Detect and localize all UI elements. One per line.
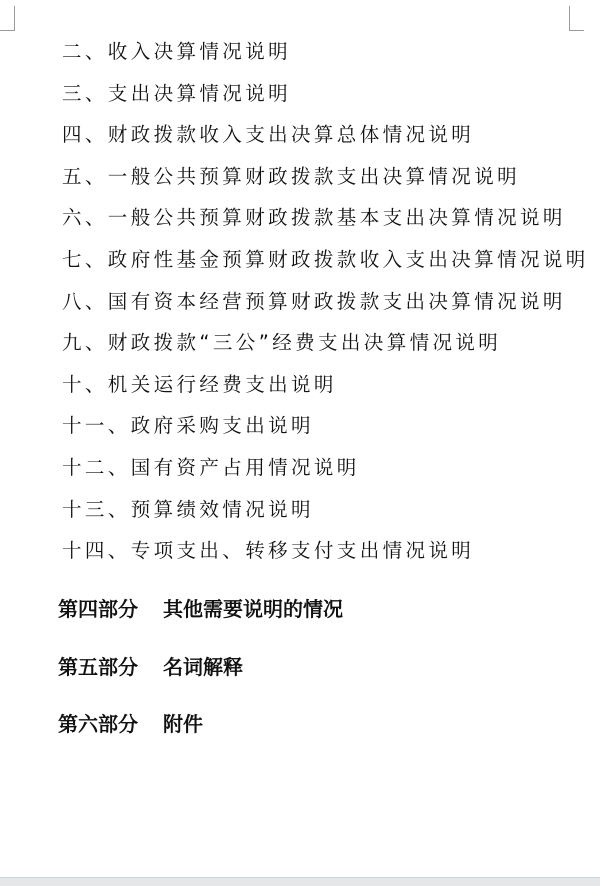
page-corner-mark-right <box>569 6 584 31</box>
toc-item: 三、支出决算情况说明 <box>62 81 292 105</box>
toc-item: 十三、预算绩效情况说明 <box>62 497 314 521</box>
toc-item: 五、一般公共预算财政拨款支出决算情况说明 <box>62 164 521 188</box>
page-corner-mark-left <box>0 6 15 31</box>
section-heading <box>58 650 343 708</box>
toc-item: 六、一般公共预算财政拨款基本支出决算情况说明 <box>62 206 566 230</box>
toc-item: 七、政府性基金预算财政拨款收入支出决算情况说明 <box>62 247 589 271</box>
window-bottom-bar <box>0 877 600 886</box>
toc-item: 十、机关运行经费支出说明 <box>62 372 337 396</box>
section-heading <box>58 592 343 650</box>
toc-item: 八、国有资本经营预算财政拨款支出决算情况说明 <box>62 289 566 313</box>
section-number: 第四部分 <box>58 597 138 621</box>
section-title: 其他需要说明的情况 <box>163 597 343 621</box>
toc-item: 十一、政府采购支出说明 <box>62 414 314 438</box>
section-title: 附件 <box>163 712 203 736</box>
section-list <box>58 592 343 765</box>
toc-item: 四、财政拨款收入支出决算总体情况说明 <box>62 123 475 147</box>
section-number: 第五部分 <box>58 654 138 679</box>
toc-item: 十二、国有资产占用情况说明 <box>62 455 360 479</box>
toc-list <box>62 35 589 576</box>
section-number: 第六部分 <box>58 712 138 736</box>
toc-item: 十四、专项支出、转移支付支出情况说明 <box>62 539 475 563</box>
toc-item: 九、财政拨款“三公”经费支出决算情况说明 <box>62 331 502 355</box>
toc-item: 二、收入决算情况说明 <box>62 40 292 63</box>
section-title: 名词解释 <box>163 654 243 679</box>
section-heading <box>58 707 343 765</box>
